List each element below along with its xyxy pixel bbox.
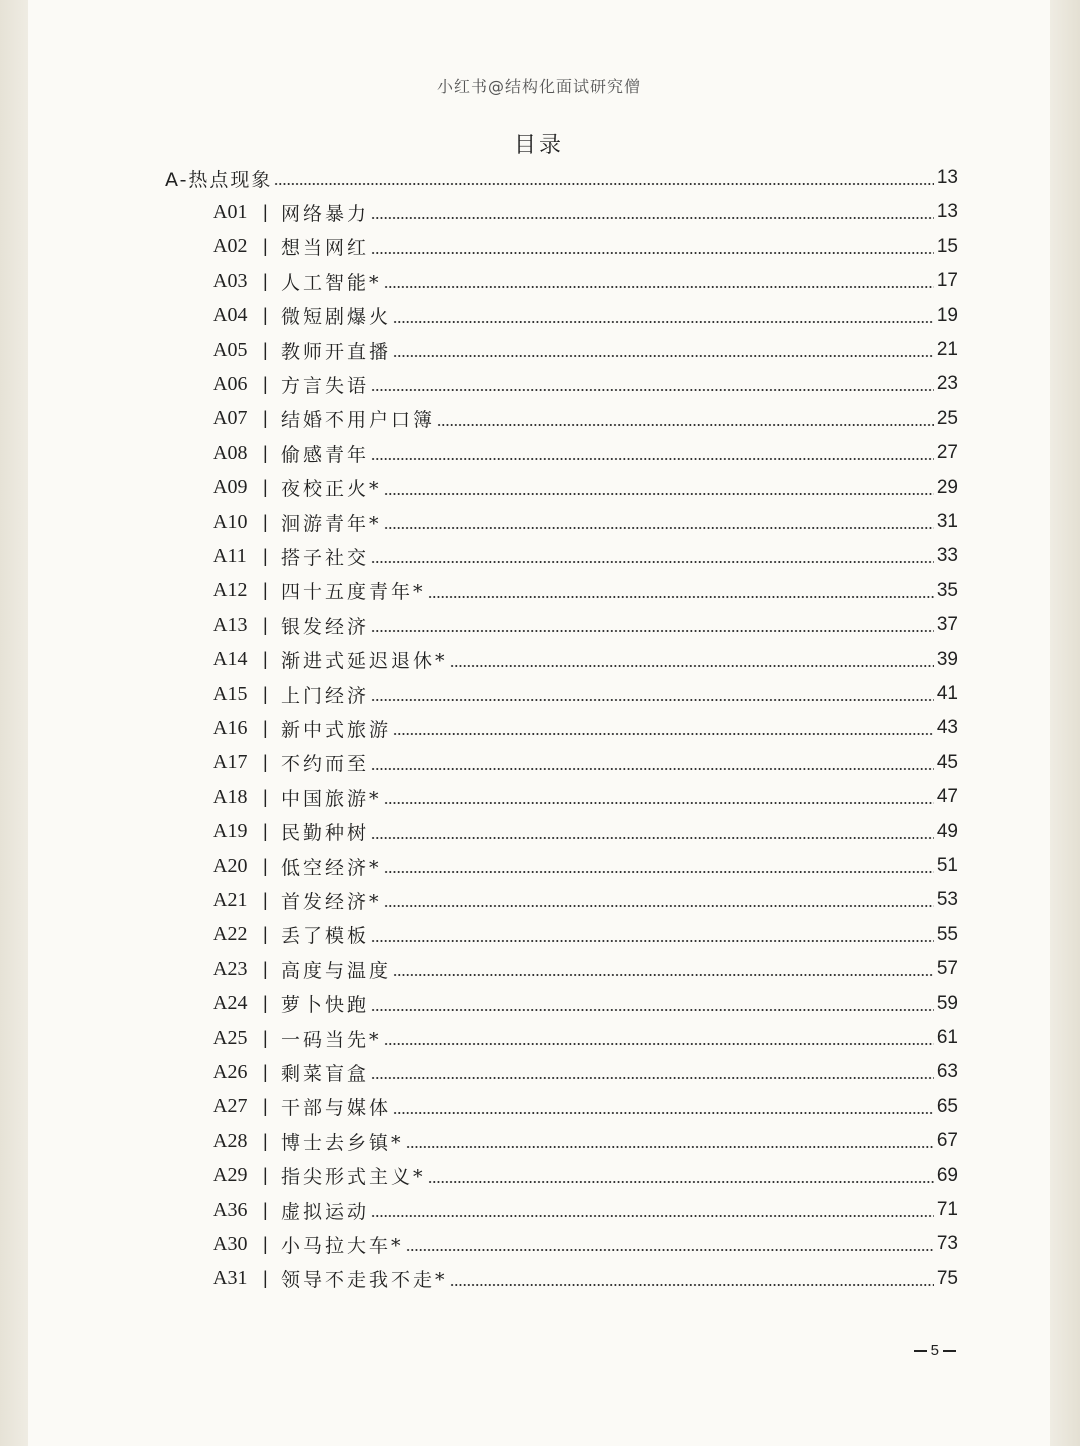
toc-entry-separator: | xyxy=(263,752,268,773)
toc-entry-separator: | xyxy=(263,408,268,429)
dot-leader xyxy=(393,974,934,976)
toc-entry-code: A11 xyxy=(213,544,247,567)
toc-entry-title: 洄游青年* xyxy=(281,512,382,535)
toc-entry-separator: | xyxy=(263,1130,268,1151)
dot-leader xyxy=(406,1249,934,1251)
toc-entry-page: 51 xyxy=(936,855,958,876)
toc-section-page: 13 xyxy=(936,167,958,188)
toc-entry-row[interactable] xyxy=(213,952,958,986)
toc-entry-separator: | xyxy=(263,958,268,979)
toc-entry-title: 博士去乡镇* xyxy=(281,1131,404,1154)
toc-entry-separator: | xyxy=(263,1233,268,1254)
toc-entry-code: A36 xyxy=(213,1198,248,1221)
toc-entry-title: 民勤种树 xyxy=(281,822,370,845)
toc-entry-row[interactable] xyxy=(213,539,958,573)
toc-entry-title: 低空经济* xyxy=(281,856,382,879)
toc-entry-title: 网络暴力 xyxy=(281,202,370,225)
toc-entry-separator: | xyxy=(263,305,268,326)
toc-entry-row[interactable] xyxy=(213,195,958,229)
toc-entry-code: A16 xyxy=(213,716,248,739)
toc-entry-code: A17 xyxy=(213,751,248,774)
toc-entry-code: A23 xyxy=(213,957,248,980)
toc-entry-code: A18 xyxy=(213,785,248,808)
toc-entry-row[interactable] xyxy=(213,505,958,539)
toc-entry-page: 17 xyxy=(936,270,958,292)
toc-title: 目录 xyxy=(513,133,564,158)
toc-entry-title: 人工智能* xyxy=(281,271,382,294)
toc-entry-title: 剩菜盲盒 xyxy=(281,1062,370,1085)
toc-entry-separator: | xyxy=(263,339,268,360)
dot-leader xyxy=(371,940,934,942)
toc-entry-row[interactable] xyxy=(213,471,958,505)
toc-entry-row[interactable] xyxy=(213,1159,958,1193)
toc-entry-page: 13 xyxy=(936,201,958,223)
toc-entry-row[interactable] xyxy=(213,1227,958,1261)
toc-entry-code: A28 xyxy=(213,1129,248,1152)
toc-entry-code: A10 xyxy=(213,510,248,533)
toc-entry-row[interactable] xyxy=(213,574,958,608)
toc-entry-code: A20 xyxy=(213,854,248,877)
toc-entry-title: 干部与媒体 xyxy=(281,1097,392,1120)
toc-entry-code: A26 xyxy=(213,1060,248,1083)
toc-entry-page: 61 xyxy=(936,1027,958,1048)
toc-entry-code: A05 xyxy=(213,338,248,361)
toc-entry-code: A03 xyxy=(213,269,248,292)
dot-leader xyxy=(371,561,934,563)
dot-leader xyxy=(393,355,934,357)
dot-leader xyxy=(371,699,934,701)
dot-leader xyxy=(384,286,934,288)
toc-entry-title: 指尖形式主义* xyxy=(281,1166,426,1189)
footer-dash-right xyxy=(943,1350,956,1352)
dot-leader xyxy=(371,768,934,770)
toc-entry-separator: | xyxy=(263,1096,268,1117)
page-edge-left xyxy=(0,0,28,1446)
toc-entry-code: A09 xyxy=(213,476,248,499)
dot-leader xyxy=(371,837,934,839)
dot-leader xyxy=(384,905,934,907)
toc-entry-code: A24 xyxy=(213,992,248,1015)
toc-entry-title: 一码当先* xyxy=(281,1028,382,1051)
dot-leader xyxy=(371,217,934,219)
dot-leader xyxy=(371,630,934,632)
toc-entry-row[interactable] xyxy=(213,918,958,952)
dot-leader xyxy=(393,321,934,323)
toc-entry-row[interactable] xyxy=(213,1193,958,1227)
toc-entry-row[interactable] xyxy=(213,436,958,470)
toc-entry-code: A29 xyxy=(213,1164,248,1187)
toc-entry-code: A31 xyxy=(213,1267,248,1290)
toc-entry-page: 33 xyxy=(936,545,958,567)
toc-entry-row[interactable] xyxy=(213,677,958,711)
toc-entry-separator: | xyxy=(263,889,268,910)
toc-entry-row[interactable] xyxy=(213,367,958,401)
toc-entry-row[interactable] xyxy=(213,1262,958,1296)
toc-entry-row[interactable] xyxy=(213,780,958,814)
toc-entry-code: A08 xyxy=(213,441,248,464)
toc-entry-separator: | xyxy=(263,511,268,532)
toc-entry-page: 39 xyxy=(936,648,958,670)
toc-entry-row[interactable] xyxy=(213,402,958,436)
dot-leader xyxy=(371,389,934,391)
toc-section-title: A-热点现象 xyxy=(165,168,273,191)
dot-leader xyxy=(393,1112,934,1114)
dot-leader xyxy=(371,252,934,254)
toc-entry-page: 55 xyxy=(936,923,958,945)
toc-entry-code: A04 xyxy=(213,304,248,327)
footer-dash-left xyxy=(914,1350,927,1352)
toc-entry-separator: | xyxy=(263,373,268,394)
toc-entry-code: A14 xyxy=(213,648,248,671)
toc-entry-row[interactable] xyxy=(213,333,958,367)
toc-entry-title: 不约而至 xyxy=(281,753,370,776)
toc-entry-title: 虚拟运动 xyxy=(281,1200,370,1223)
dot-leader xyxy=(371,1077,934,1079)
toc-entry-page: 23 xyxy=(936,373,958,395)
page-footer xyxy=(914,1342,956,1359)
toc-entry-separator: | xyxy=(263,1268,268,1289)
toc-entry-separator: | xyxy=(263,477,268,498)
toc-entry-page: 49 xyxy=(936,820,958,842)
toc-entry-title: 萝卜快跑 xyxy=(281,994,370,1017)
toc-entry-separator: | xyxy=(263,545,268,566)
toc-entry-page: 27 xyxy=(936,442,958,464)
toc-entry-separator: | xyxy=(263,855,268,876)
toc-entry-code: A01 xyxy=(213,200,248,223)
toc-entry-title: 搭子社交 xyxy=(281,546,370,569)
toc-entry-title: 渐进式延迟退休* xyxy=(281,650,448,673)
toc-entry-separator: | xyxy=(263,1061,268,1082)
toc-entry-row[interactable] xyxy=(213,1090,958,1124)
toc-entry-page: 31 xyxy=(936,511,958,532)
toc-entry-separator: | xyxy=(263,580,268,601)
toc-entry-title: 领导不走我不走* xyxy=(281,1269,448,1292)
toc-entry-title: 新中式旅游 xyxy=(281,718,392,741)
toc-entry-page: 21 xyxy=(936,339,958,360)
toc-entry-code: A27 xyxy=(213,1095,248,1118)
toc-entry-row[interactable] xyxy=(213,608,958,642)
toc-entry-row[interactable] xyxy=(213,230,958,264)
toc-entry-title: 小马拉大车* xyxy=(281,1234,404,1257)
toc-entry-separator: | xyxy=(263,614,268,635)
toc-entry-page: 69 xyxy=(936,1164,958,1186)
toc-entry-separator: | xyxy=(263,236,268,257)
toc-entry-code: A12 xyxy=(213,579,248,602)
toc-entry-page: 41 xyxy=(936,683,958,704)
toc-entry-separator: | xyxy=(263,924,268,945)
toc-entry-code: A07 xyxy=(213,407,248,430)
toc-entry-separator: | xyxy=(263,649,268,670)
toc-entry-page: 43 xyxy=(936,717,958,739)
toc-entry-title: 四十五度青年* xyxy=(281,581,426,604)
dot-leader xyxy=(384,871,934,873)
dot-leader xyxy=(371,1009,934,1011)
toc-entry-row[interactable] xyxy=(213,746,958,780)
toc-entry-code: A13 xyxy=(213,613,248,636)
toc-entry-page: 63 xyxy=(936,1061,958,1083)
toc-entry-title: 上门经济 xyxy=(281,684,370,707)
dot-leader xyxy=(384,1043,934,1045)
toc-entry-row[interactable] xyxy=(213,299,958,333)
toc-entry-code: A02 xyxy=(213,235,248,258)
dot-leader xyxy=(384,493,934,495)
toc-entry-title: 银发经济 xyxy=(281,615,370,638)
dot-leader xyxy=(371,1215,934,1217)
toc-entry-separator: | xyxy=(263,993,268,1014)
toc-entry-code: A19 xyxy=(213,820,248,843)
toc-entry-page: 57 xyxy=(936,958,958,980)
toc-entry-page: 65 xyxy=(936,1095,958,1117)
page-edge-right xyxy=(1050,0,1080,1446)
toc-entry-page: 75 xyxy=(936,1267,958,1289)
toc-entry-separator: | xyxy=(263,1027,268,1048)
toc-entry-page: 45 xyxy=(936,751,958,773)
toc-entry-code: A22 xyxy=(213,923,248,946)
toc-entry-title: 微短剧爆火 xyxy=(281,306,392,329)
toc-entry-page: 59 xyxy=(936,992,958,1014)
toc-entry-title: 中国旅游* xyxy=(281,787,382,810)
toc-entry-page: 19 xyxy=(936,304,958,326)
toc-entry-title: 方言失语 xyxy=(281,374,370,397)
toc-entry-row[interactable] xyxy=(213,643,958,677)
toc-entry-separator: | xyxy=(263,717,268,738)
toc-entry-code: A21 xyxy=(213,888,248,911)
toc-section-row[interactable] xyxy=(165,161,958,195)
toc-entry-separator: | xyxy=(263,683,268,704)
toc-entry-page: 37 xyxy=(936,614,958,636)
dot-leader xyxy=(384,527,934,529)
document-page xyxy=(28,0,1050,1446)
dot-leader xyxy=(384,802,934,804)
toc-entry-title: 首发经济* xyxy=(281,890,382,913)
toc-entry-row[interactable] xyxy=(213,1021,958,1055)
dot-leader xyxy=(428,1181,934,1183)
toc-entry-separator: | xyxy=(263,270,268,291)
toc-entry-page: 29 xyxy=(936,476,958,498)
dot-leader xyxy=(274,183,933,185)
toc-entry-page: 35 xyxy=(936,579,958,601)
toc-entry-separator: | xyxy=(263,1199,268,1220)
toc-entry-code: A25 xyxy=(213,1026,248,1049)
toc-entry-row[interactable] xyxy=(213,711,958,745)
page-header: 小红书@结构化面试研究僧 xyxy=(436,77,641,96)
toc-entry-row[interactable] xyxy=(213,849,958,883)
toc-entry-code: A15 xyxy=(213,682,248,705)
toc-entry-page: 67 xyxy=(936,1130,958,1152)
dot-leader xyxy=(393,733,934,735)
toc-entry-title: 夜校正火* xyxy=(281,478,382,501)
toc-entry-code: A30 xyxy=(213,1232,248,1255)
toc-entry-separator: | xyxy=(263,821,268,842)
toc-entry-separator: | xyxy=(263,442,268,463)
toc-entry-title: 丢了模板 xyxy=(281,925,370,948)
toc-entry-title: 教师开直播 xyxy=(281,340,392,363)
toc-entry-title: 结婚不用户口簿 xyxy=(281,409,436,432)
toc-entry-row[interactable] xyxy=(213,815,958,849)
toc-entry-row[interactable] xyxy=(213,883,958,917)
toc-entry-separator: | xyxy=(263,786,268,807)
toc-entry-row[interactable] xyxy=(213,1124,958,1158)
dot-leader xyxy=(428,596,934,598)
toc-entry-code: A06 xyxy=(213,372,248,395)
toc-entry-page: 53 xyxy=(936,889,958,911)
toc-entry-page: 71 xyxy=(936,1199,958,1220)
toc-entry-row[interactable] xyxy=(213,1055,958,1089)
toc-entry-page: 73 xyxy=(936,1233,958,1255)
toc-entry-title: 高度与温度 xyxy=(281,959,392,982)
dot-leader xyxy=(437,424,934,426)
toc-entry-page: 47 xyxy=(936,786,958,808)
toc-entry-title: 偷感青年 xyxy=(281,443,370,466)
toc-entry-row[interactable] xyxy=(213,264,958,298)
toc-entry-separator: | xyxy=(263,201,268,222)
footer-page-number: 5 xyxy=(930,1342,939,1359)
toc-entry-title: 想当网红 xyxy=(281,237,370,260)
dot-leader xyxy=(371,458,934,460)
dot-leader xyxy=(450,1284,934,1286)
toc-entry-page: 15 xyxy=(936,235,958,257)
toc-entry-page: 25 xyxy=(936,407,958,429)
toc-entry-separator: | xyxy=(263,1165,268,1186)
dot-leader xyxy=(450,665,934,667)
dot-leader xyxy=(406,1146,934,1148)
toc-entry-row[interactable] xyxy=(213,987,958,1021)
